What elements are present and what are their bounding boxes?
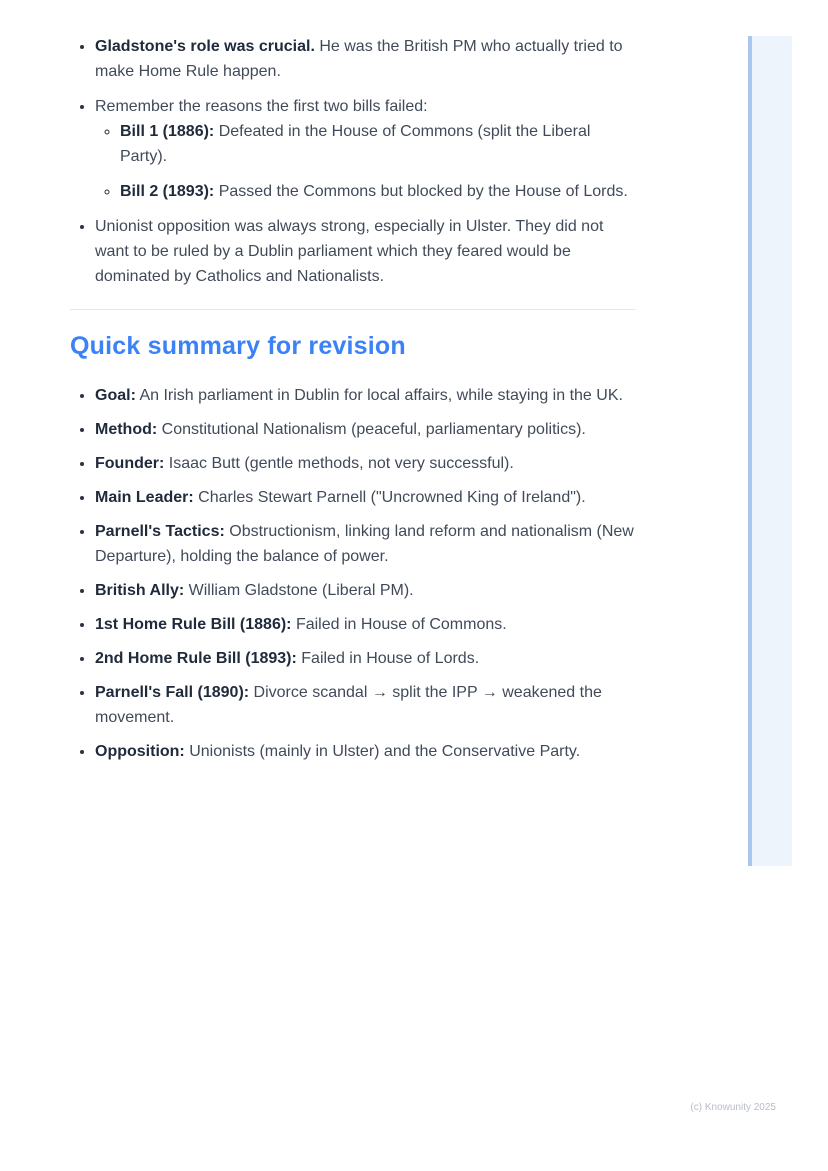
summary-text: Divorce scandal → split the IPP → weakened the movement. [95, 684, 602, 726]
summary-item [95, 451, 636, 476]
summary-list [70, 383, 636, 764]
summary-text: Unionists (mainly in Ulster) and the Conservative Party. [184, 743, 581, 760]
summary-label: Method: [95, 421, 158, 438]
summary-label: Opposition: [95, 743, 185, 760]
copyright-notice: (c) Knowunity 2025 [690, 1102, 776, 1113]
summary-text: William Gladstone (Liberal PM). [184, 582, 414, 599]
summary-text: Failed in House of Commons. [291, 616, 507, 633]
note-text: Remember the reasons the first two bills failed: [95, 98, 428, 115]
summary-item [95, 680, 636, 730]
page-scroll-track [748, 36, 792, 866]
note-text: Defeated in the House of Commons (split the Liberal Party). [120, 123, 591, 165]
note-text: Passed the Commons but blocked by the House of Lords. [214, 183, 628, 200]
note-bold-text: Bill 2 (1893): [120, 183, 215, 200]
summary-item [95, 417, 636, 442]
note-bullet [95, 94, 636, 204]
summary-label: Parnell's Fall (1890): [95, 684, 250, 701]
summary-label: 2nd Home Rule Bill (1893): [95, 650, 297, 667]
note-bold-text: Gladstone's role was crucial. [95, 38, 315, 55]
summary-text: Constitutional Nationalism (peaceful, parliamentary politics). [157, 421, 586, 438]
note-sub-bullet [120, 179, 636, 204]
summary-item [95, 739, 636, 764]
summary-text: Isaac Butt (gentle methods, not very successful). [164, 455, 514, 472]
summary-label: 1st Home Rule Bill (1886): [95, 616, 292, 633]
summary-label: Main Leader: [95, 489, 194, 506]
section-divider [70, 309, 636, 310]
summary-text: An Irish parliament in Dublin for local affairs, while staying in the UK. [135, 387, 623, 404]
section-heading: Quick summary for revision [70, 332, 406, 360]
summary-label: Parnell's Tactics: [95, 523, 225, 540]
note-text: Unionist opposition was always strong, especially in Ulster. They did not want to be ruled by a Dublin parliament which they feared would be dominated by Catholics and Nationalists. [95, 218, 604, 285]
note-bullet [95, 34, 636, 84]
summary-text: Charles Stewart Parnell ("Uncrowned King of Ireland"). [193, 489, 586, 506]
summary-item [95, 485, 636, 510]
summary-item [95, 519, 636, 569]
summary-label: Founder: [95, 455, 165, 472]
notes-sublist [95, 119, 636, 204]
summary-text: Failed in House of Lords. [296, 650, 480, 667]
note-bullet [95, 214, 636, 289]
summary-item [95, 612, 636, 637]
note-sub-bullet [120, 119, 636, 169]
summary-item [95, 646, 636, 671]
document-content [70, 34, 636, 773]
summary-text: Obstructionism, linking land reform and nationalism (New Departure), holding the balance of power. [95, 523, 634, 565]
summary-label: British Ally: [95, 582, 185, 599]
summary-item [95, 578, 636, 603]
page-scroll-thumb[interactable] [748, 36, 752, 866]
note-text: He was the British PM who actually tried to make Home Rule happen. [95, 38, 623, 80]
notes-list [70, 34, 636, 289]
summary-label: Goal: [95, 387, 136, 404]
note-bold-text: Bill 1 (1886): [120, 123, 215, 140]
summary-item [95, 383, 636, 408]
